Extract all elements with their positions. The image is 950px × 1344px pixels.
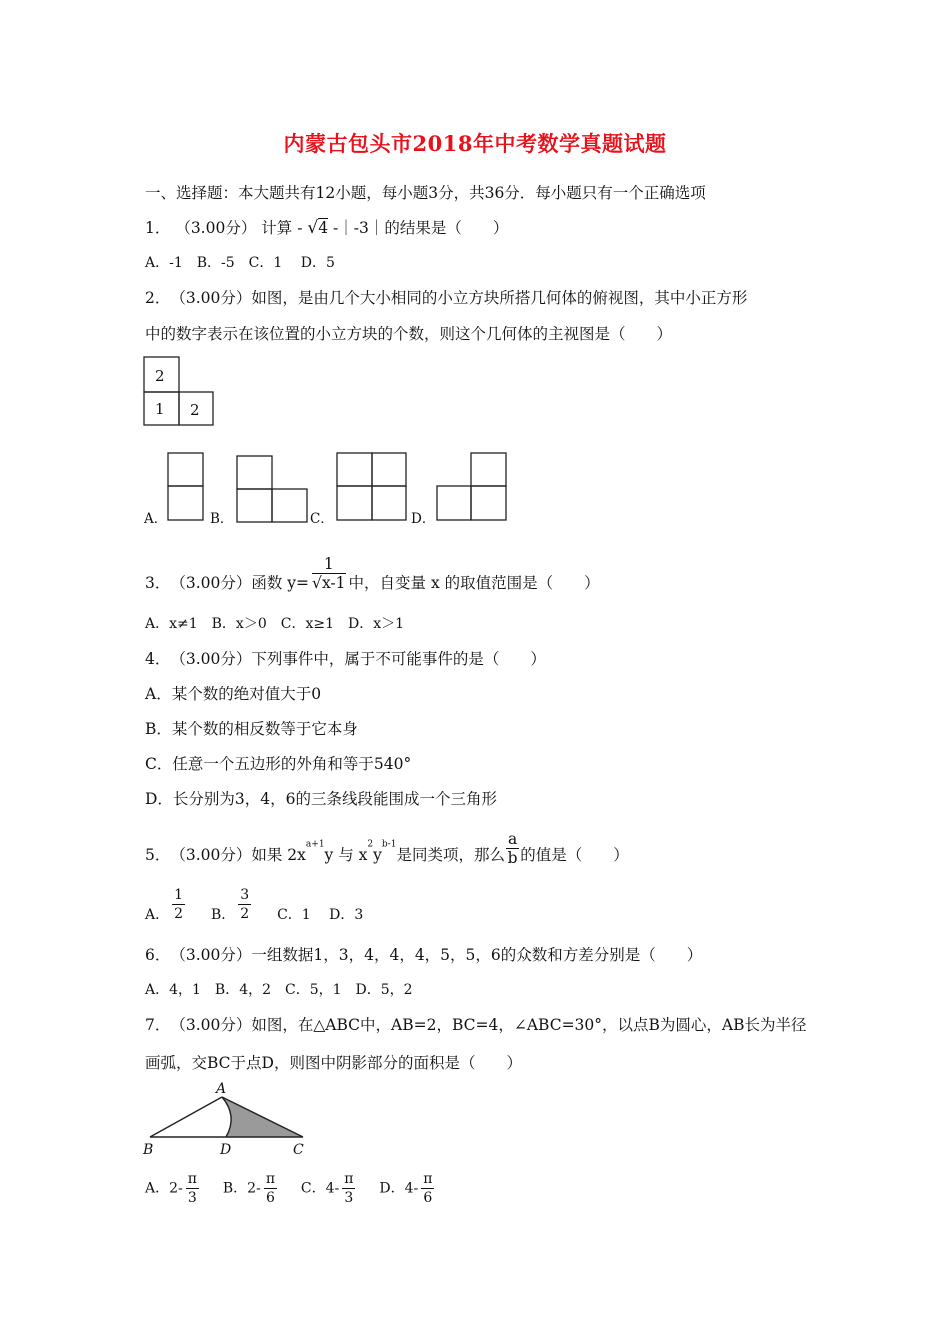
q7-option-b-whole: 2- (247, 1180, 261, 1197)
q4-option-a: A．某个数的绝对值大于0 (145, 685, 322, 703)
q5-option-b-label: B． (210, 906, 236, 923)
q4-option-c: C．任意一个五边形的外角和等于540° (145, 755, 412, 773)
q5-option-b-den: 2 (240, 906, 250, 922)
q7-option-c-fraction (342, 1170, 355, 1207)
q2-line1: 2． （3.00分）如图，是由几个大小相同的小立方块所搭几何体的俯视图，其中小正方形 (145, 289, 748, 307)
q5-option-b-num: 3 (240, 887, 250, 903)
q5-mid2: y (373, 845, 382, 864)
q7-option-d-fraction (421, 1170, 434, 1207)
q5-option-rest: C．1 D．3 (277, 906, 364, 923)
q7-option-a-whole: 2- (169, 1180, 183, 1197)
q1-options: A．-1 B．-5 C．1 D．5 (145, 255, 335, 271)
q5-post: 的值是（ ） (520, 845, 629, 864)
q1-radicand: 4 (318, 219, 329, 237)
point-c-label: C (293, 1142, 304, 1158)
q7-option-c-label: C． (300, 1180, 326, 1197)
q4-option-d: D．长分别为3，4，6的三条线段能围成一个三角形 (145, 790, 498, 808)
page-title: 内蒙古包头市2018年中考数学真题试题 (283, 131, 667, 156)
point-b-label: B (143, 1142, 154, 1158)
grid-count-2: 1 (155, 400, 165, 418)
point-d-label: D (220, 1142, 232, 1158)
q7-option-c-den: 3 (344, 1190, 354, 1206)
q7-option-a-den: 3 (187, 1190, 197, 1206)
q5-exp1: a+1 (305, 839, 325, 850)
section-heading: 一、选择题：本大题共有12小题，每小题3分，共36分．每小题只有一个正确选项 (145, 184, 706, 202)
segment-ab (150, 1097, 222, 1137)
q3-numerator: 1 (312, 555, 345, 574)
q2-line2: 中的数字表示在该位置的小立方块的个数，则这个几何体的主视图是（ ） (145, 325, 673, 343)
option-d-label: D． (411, 511, 436, 527)
q5-mid3: 是同类项，那么 (396, 845, 505, 864)
q7-option-d-whole: 4- (404, 1180, 419, 1197)
q5-exp3: b-1 (381, 839, 397, 850)
q7-option-a-num: π (187, 1171, 197, 1187)
q6-stem: 6． （3.00分）一组数据1，3，4，4，4，5，5，6的众数和方差分别是（ ） (145, 946, 703, 964)
q5-pre: 5． （3.00分）如果 2x (145, 845, 306, 864)
q7-option-d-num: π (423, 1171, 433, 1187)
q7-options (145, 1170, 437, 1207)
q7-option-d-label: D． (379, 1180, 405, 1197)
option-b-label: B． (210, 511, 234, 527)
q7-option-d-den: 6 (423, 1190, 433, 1206)
q3-denominator: x-1 (321, 574, 346, 592)
q5-mid1: y 与 x (324, 845, 368, 864)
q5-option-a-label: A． (145, 906, 170, 923)
q7-option-b-label: B． (222, 1180, 248, 1197)
q7-option-b-den: 6 (265, 1190, 275, 1206)
q5-option-a-den: 2 (174, 906, 184, 922)
q5-exp2: 2 (367, 839, 374, 850)
grid-count-1: 2 (155, 367, 165, 385)
q4-stem: 4． （3.00分）下列事件中，属于不可能事件的是（ ） (145, 650, 546, 668)
q7-option-c-whole: 4- (325, 1180, 340, 1197)
q1-number: 1． (145, 219, 171, 237)
q3-post: 中，自变量 x 的取值范围是（ ） (348, 573, 600, 592)
q6-options: A．4，1 B．4，2 C．5，1 D．5，2 (145, 982, 413, 998)
q1-text-a: 计算 - (261, 219, 303, 237)
q7-option-a-fraction (186, 1170, 199, 1207)
q5-option-a-num: 1 (174, 887, 184, 903)
grid-count-3: 2 (190, 401, 200, 419)
q7-option-b-fraction (264, 1170, 277, 1207)
q7-option-a-label: A． (145, 1180, 170, 1197)
sqrt-icon: √ (307, 218, 319, 238)
q5-frac-num: a (507, 830, 518, 848)
sqrt-icon: √ (312, 574, 322, 592)
q1-score: （3.00分） (175, 219, 257, 237)
q7-line1: 7． （3.00分）如图，在△ABC中，AB=2，BC=4，∠ABC=30°，以点B为圆心，AB长为半径 (145, 1016, 807, 1034)
q4-option-b: B．某个数的相反数等于它本身 (145, 720, 358, 738)
q5-frac-den: b (507, 849, 518, 867)
point-a-label: A (216, 1081, 227, 1097)
q7-line2: 画弧，交BC于点D，则图中阴影部分的面积是（ ） (145, 1054, 522, 1072)
q3-options: A．x≠1 B．x＞0 C．x≥1 D．x＞1 (145, 616, 405, 632)
q7-option-c-num: π (344, 1171, 354, 1187)
option-c-label: C． (310, 511, 334, 527)
q1-text-b: -｜-3｜的结果是（ ） (333, 219, 509, 237)
q3-pre: 3． （3.00分）函数 y= (145, 573, 310, 592)
option-a-label: A． (144, 511, 168, 527)
q7-option-b-num: π (265, 1171, 276, 1187)
